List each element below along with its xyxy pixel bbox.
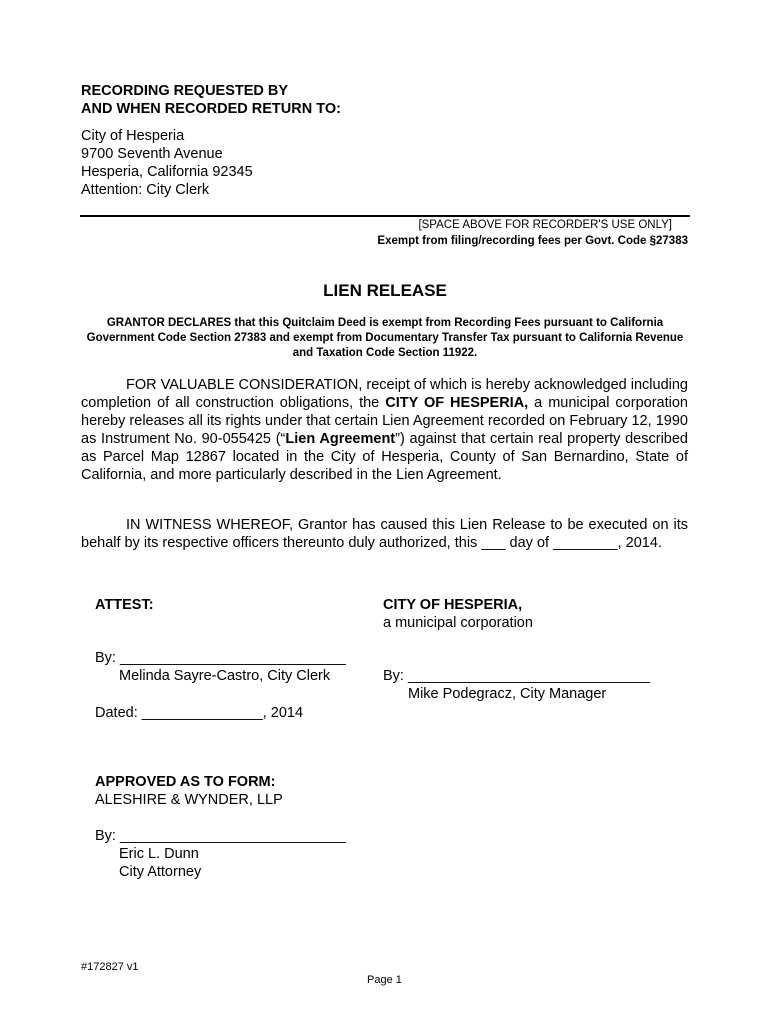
consideration-text-b: a municipal corporation hereby releases all its rights under that certain Lien Agreement recorded on February 12, 1990 as Instrument No. 90-055425 (“ xyxy=(81,395,688,447)
attest-dated-line[interactable]: Dated: _______________, 2014 xyxy=(95,705,304,721)
city-signature-line[interactable]: By: ______________________________ xyxy=(383,668,650,684)
city-name-bold: CITY OF HESPERIA, xyxy=(385,395,529,411)
city-signer-name: Mike Podegracz, City Manager xyxy=(408,686,607,702)
page-number: Page 1 xyxy=(367,974,402,986)
witness-text: IN WITNESS WHEREOF, Grantor has caused this Lien Release to be executed on its behalf by its respective officers thereunto duly authorized, this ___ day of ________, 2014. xyxy=(81,517,688,551)
attorney-title: City Attorney xyxy=(119,864,202,880)
return-address xyxy=(81,127,253,199)
grantor-declaration: GRANTOR DECLARES that this Quitclaim Deed is exempt from Recording Fees pursuant to California Government Code Section 27383 and exempt from Documentary Transfer Tax pursuant to California Revenue and Taxation Code Section 11922. xyxy=(86,317,684,359)
attest-signature-line[interactable]: By: ____________________________ xyxy=(95,650,346,666)
approved-form-label: APPROVED AS TO FORM: xyxy=(95,774,276,790)
address-line3: Hesperia, California 92345 xyxy=(81,164,253,180)
recording-header-line2: AND WHEN RECORDED RETURN TO: xyxy=(81,101,341,117)
consideration-text-a: FOR VALUABLE CONSIDERATION, receipt of which is hereby acknowledged including completion of all construction obligations, the xyxy=(81,377,688,411)
attorney-signature-line[interactable]: By: ____________________________ xyxy=(95,828,346,844)
attest-signer-name: Melinda Sayre-Castro, City Clerk xyxy=(119,668,331,684)
consideration-paragraph xyxy=(81,376,688,484)
law-firm-name: ALESHIRE & WYNDER, LLP xyxy=(95,792,283,808)
city-signature-label: CITY OF HESPERIA, xyxy=(383,597,523,613)
attest-label: ATTEST: xyxy=(95,597,154,613)
address-line2: 9700 Seventh Avenue xyxy=(81,146,223,162)
recording-header-line1: RECORDING REQUESTED BY xyxy=(81,83,289,99)
consideration-text-c: ”) against that certain real property described as Parcel Map 12867 located in the City of Hesperia, County of San Bernardino, State of California, and more particularly described in the Lien Agreement. xyxy=(81,431,688,483)
address-line4: Attention: City Clerk xyxy=(81,182,210,198)
document-id: #172827 v1 xyxy=(81,961,139,973)
address-line1: City of Hesperia xyxy=(81,128,185,144)
recorder-divider xyxy=(80,215,690,217)
recording-header xyxy=(81,82,341,118)
document-title: LIEN RELEASE xyxy=(323,281,447,300)
exempt-fees-note: Exempt from filing/recording fees per Govt. Code §27383 xyxy=(377,235,688,247)
attorney-name: Eric L. Dunn xyxy=(119,846,199,862)
recorder-space-note: [SPACE ABOVE FOR RECORDER'S USE ONLY] xyxy=(418,219,672,231)
city-signature-subtitle: a municipal corporation xyxy=(383,615,533,631)
lien-agreement-bold: Lien Agreement xyxy=(285,431,396,447)
witness-paragraph xyxy=(81,516,688,552)
